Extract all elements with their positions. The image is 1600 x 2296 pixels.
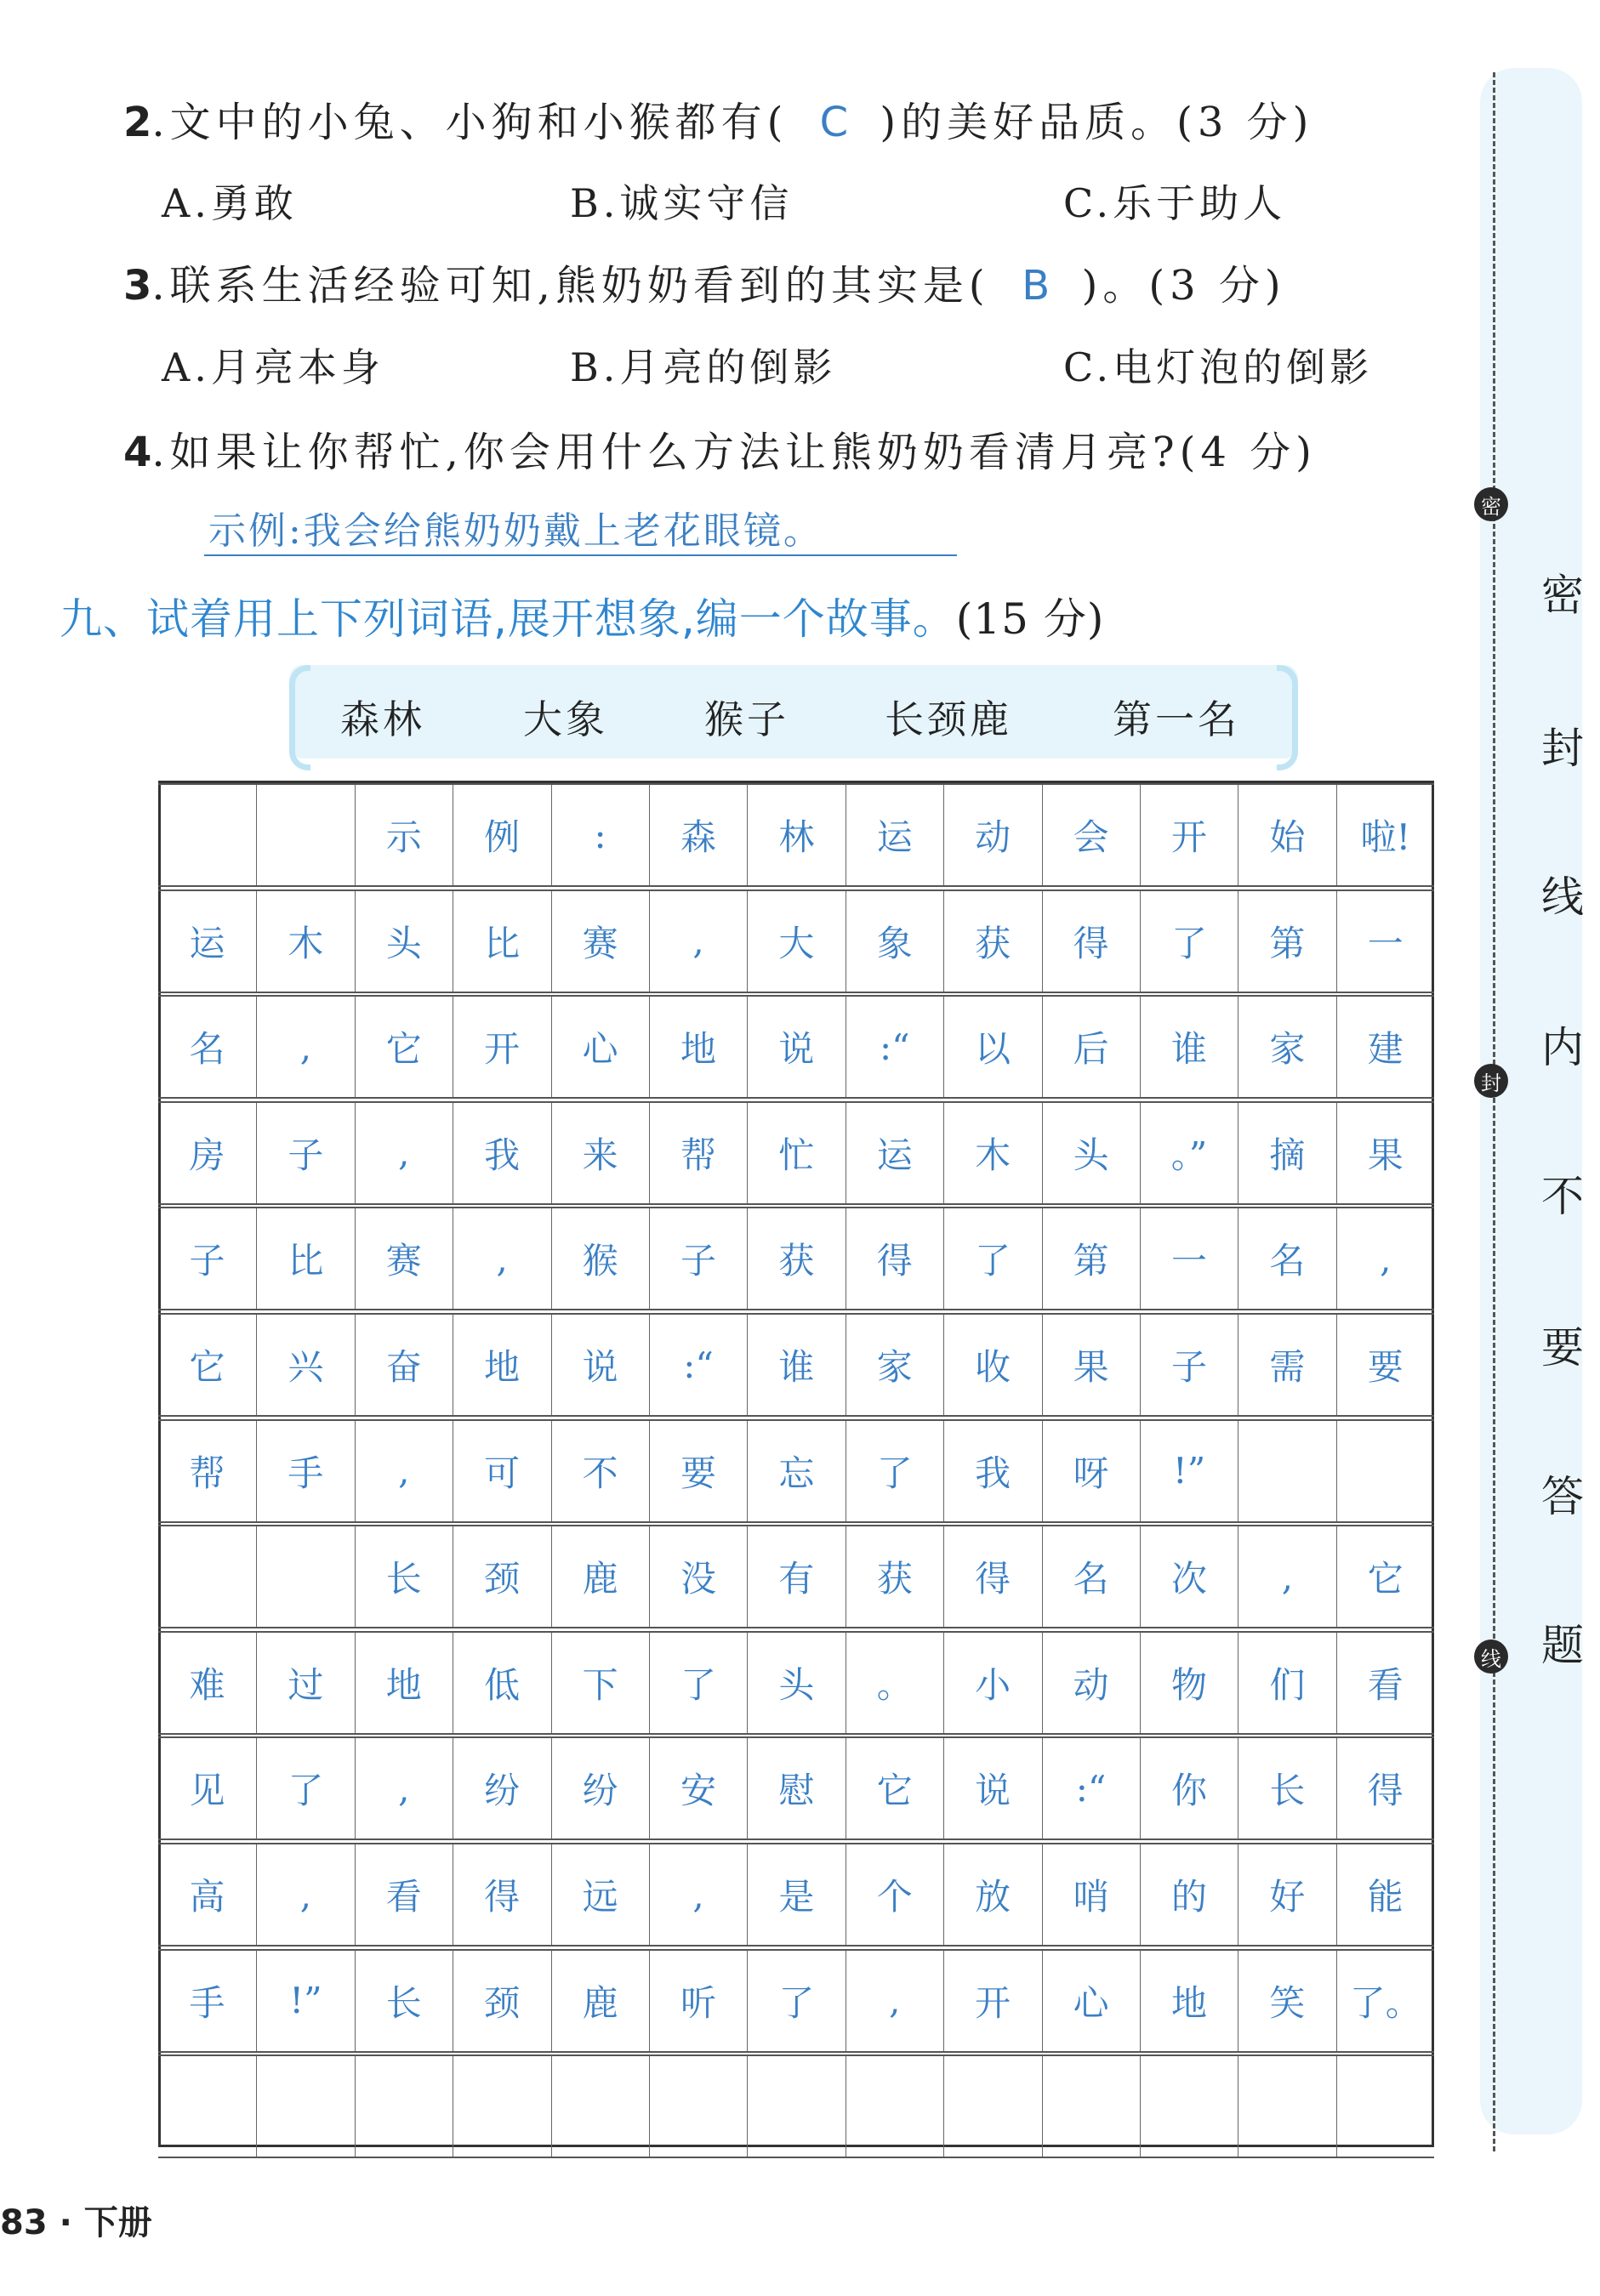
grid-cell: 高 xyxy=(189,1876,225,1918)
grid-cell: 次 xyxy=(1140,1526,1238,1627)
grid-cell: 它 xyxy=(1336,1526,1434,1627)
grid-cell: :“ xyxy=(649,1315,747,1415)
grid-cell: 例 xyxy=(453,785,550,885)
question-4: 4.如果让你帮忙,你会用什么方法让熊奶奶看清月亮?(4 分) xyxy=(123,429,1317,476)
grid-cell: 下 xyxy=(551,1633,649,1733)
grid-cell: 运 xyxy=(846,785,943,885)
grid-cell: 物 xyxy=(1140,1633,1238,1733)
grid-cell xyxy=(1336,2056,1434,2157)
grid-cell: 能 xyxy=(1336,1844,1434,1945)
grid-cell: 它 xyxy=(355,997,453,1097)
grid-cell: 兴 xyxy=(256,1315,354,1415)
grid-cell: 子 xyxy=(256,1103,354,1203)
margin-char: 不 xyxy=(1541,1172,1584,1221)
grid-cell: 鹿 xyxy=(551,1951,649,2051)
option-c: C.电灯泡的倒影 xyxy=(1063,344,1374,390)
grid-cell: 赛 xyxy=(355,1208,453,1309)
grid-cell: , xyxy=(355,1738,453,1839)
grid-cell: 森 xyxy=(649,785,747,885)
option-a: A.勇敢 xyxy=(162,180,298,226)
grid-cell: 的 xyxy=(1140,1844,1238,1945)
grid-cell: 名 xyxy=(1238,1208,1335,1309)
grid-cell: 地 xyxy=(453,1315,550,1415)
word-bank xyxy=(289,665,1298,759)
grid-cell xyxy=(158,1526,256,1627)
grid-cell: 第 xyxy=(1042,1208,1140,1309)
grid-cell: 颈 xyxy=(453,1951,550,2051)
grid-cell: 运 xyxy=(846,1103,943,1203)
grid-cell: 好 xyxy=(1238,1844,1335,1945)
grid-cell: 颈 xyxy=(453,1526,550,1627)
grid-cell: 你 xyxy=(1140,1738,1238,1839)
grid-cell: 了 xyxy=(846,1421,943,1521)
grid-cell xyxy=(1336,1421,1434,1521)
grid-cell: 安 xyxy=(649,1738,747,1839)
grid-cell: 以 xyxy=(943,997,1041,1097)
word-item: 大象 xyxy=(523,696,608,742)
grid-cell: !” xyxy=(256,1951,354,2051)
word-item: 第一名 xyxy=(1113,696,1240,742)
grid-cell: :“ xyxy=(1042,1738,1140,1839)
grid-cell: 家 xyxy=(846,1315,943,1415)
grid-cell: 子 xyxy=(1140,1315,1238,1415)
grid-cell: , xyxy=(355,1103,453,1203)
grid-cell: 名 xyxy=(1042,1526,1140,1627)
grid-cell xyxy=(1042,2056,1140,2157)
grid-cell: 猴 xyxy=(551,1208,649,1309)
grid-cell: 我 xyxy=(943,1421,1041,1521)
grid-cell: 一 xyxy=(1336,891,1434,992)
grid-cell xyxy=(1238,1421,1335,1521)
grid-cell: 长 xyxy=(355,1951,453,2051)
word-item: 猴子 xyxy=(704,696,789,742)
grid-cell: 忘 xyxy=(747,1421,845,1521)
answer-3: B xyxy=(1022,262,1051,310)
grid-cell: 林 xyxy=(747,785,845,885)
grid-cell: 头 xyxy=(355,891,453,992)
grid-cell: 了 xyxy=(747,1951,845,2051)
grid-cell: 要 xyxy=(649,1421,747,1521)
grid-cell: 子 xyxy=(649,1208,747,1309)
grid-cell: 大 xyxy=(747,891,845,992)
grid-cell: 来 xyxy=(551,1103,649,1203)
grid-cell: 可 xyxy=(453,1421,550,1521)
grid-cell: 们 xyxy=(1238,1633,1335,1733)
option-a: A.月亮本身 xyxy=(162,344,384,390)
grid-cell: 建 xyxy=(1336,997,1434,1097)
grid-cell: 我 xyxy=(453,1103,550,1203)
grid-cell: 难 xyxy=(189,1663,225,1706)
grid-cell: 忙 xyxy=(747,1103,845,1203)
grid-cell: 奋 xyxy=(355,1315,453,1415)
grid-cell: 没 xyxy=(649,1526,747,1627)
grid-cell: 示 xyxy=(355,785,453,885)
seal-icon: 线 xyxy=(1474,1640,1508,1674)
grid-cell: 果 xyxy=(1042,1315,1140,1415)
grid-cell: 得 xyxy=(846,1208,943,1309)
grid-cell: 远 xyxy=(551,1844,649,1945)
margin-char: 要 xyxy=(1541,1323,1584,1372)
grid-cell: 长 xyxy=(1238,1738,1335,1839)
grid-cell: 啦! xyxy=(1336,785,1434,885)
grid-cell: 鹿 xyxy=(551,1526,649,1627)
grid-cell: 开 xyxy=(1140,785,1238,885)
grid-cell: 开 xyxy=(453,997,550,1097)
answer-line xyxy=(204,554,957,556)
grid-cell xyxy=(1238,2056,1335,2157)
section-title: 九、试着用上下列词语,展开想象,编一个故事。(15 分) xyxy=(60,594,1105,644)
grid-cell: 低 xyxy=(453,1633,550,1733)
seal-icon: 封 xyxy=(1474,1064,1508,1098)
grid-cell: 果 xyxy=(1336,1103,1434,1203)
grid-cell xyxy=(355,2056,453,2157)
grid-cell: , xyxy=(649,1844,747,1945)
grid-cell: 获 xyxy=(846,1526,943,1627)
grid-cell: 地 xyxy=(649,997,747,1097)
grid-cell: 说 xyxy=(747,997,845,1097)
grid-cell: 听 xyxy=(649,1951,747,2051)
grid-cell xyxy=(649,2056,747,2157)
grid-cell: 得 xyxy=(453,1844,550,1945)
grid-row xyxy=(158,1101,1434,1205)
grid-cell: 始 xyxy=(1238,785,1335,885)
margin-char: 题 xyxy=(1541,1621,1584,1670)
margin-char: 线 xyxy=(1541,872,1584,922)
grid-cell: 呀 xyxy=(1042,1421,1140,1521)
grid-cell: 一 xyxy=(1140,1208,1238,1309)
grid-cell: 了 xyxy=(256,1738,354,1839)
binding-margin xyxy=(1480,68,1582,2134)
option-b: B.月亮的倒影 xyxy=(570,344,837,390)
grid-row xyxy=(158,1525,1434,1628)
grid-cell: 手 xyxy=(256,1421,354,1521)
grid-cell: 赛 xyxy=(551,891,649,992)
word-item: 长颈鹿 xyxy=(885,696,1012,742)
cut-line xyxy=(1493,72,1495,2151)
option-b: B.诚实守信 xyxy=(570,180,794,226)
grid-cell: 笑 xyxy=(1238,1951,1335,2051)
grid-cell: 木 xyxy=(256,891,354,992)
grid-cell: 哨 xyxy=(1042,1844,1140,1945)
grid-cell xyxy=(1140,2056,1238,2157)
grid-cell: 看 xyxy=(355,1844,453,1945)
grid-cell: 帮 xyxy=(189,1452,225,1494)
grid-cell: 家 xyxy=(1238,997,1335,1097)
grid-cell: 比 xyxy=(256,1208,354,1309)
grid-cell: 心 xyxy=(551,997,649,1097)
grid-cell: 得 xyxy=(1042,891,1140,992)
grid-cell: 要 xyxy=(1336,1315,1434,1415)
margin-char: 内 xyxy=(1541,1023,1584,1072)
grid-cell: 放 xyxy=(943,1844,1041,1945)
grid-cell: , xyxy=(1238,1526,1335,1627)
grid-cell: 开 xyxy=(943,1951,1041,2051)
grid-cell: 运 xyxy=(189,922,225,964)
grid-cell: 获 xyxy=(943,891,1041,992)
grid-cell: 了 xyxy=(943,1208,1041,1309)
grid-cell: 象 xyxy=(846,891,943,992)
grid-cell: 头 xyxy=(1042,1103,1140,1203)
grid-cell: 动 xyxy=(1042,1633,1140,1733)
grid-cell xyxy=(453,2056,550,2157)
grid-cell: 纷 xyxy=(551,1738,649,1839)
grid-cell: 比 xyxy=(453,891,550,992)
grid-cell: 它 xyxy=(189,1346,225,1388)
grid-cell: 长 xyxy=(355,1526,453,1627)
grid-cell: 动 xyxy=(943,785,1041,885)
option-c: C.乐于助人 xyxy=(1063,180,1287,226)
grid-cell: 地 xyxy=(355,1633,453,1733)
grid-cell: , xyxy=(256,1844,354,1945)
seal-icon: 密 xyxy=(1474,487,1508,521)
answer-4: 示例:我会给熊奶奶戴上老花眼镜。 xyxy=(208,509,823,553)
question-2: 2.文中的小兔、小狗和小猴都有( C )的美好品质。(3 分) xyxy=(123,99,1314,146)
grid-cell: 说 xyxy=(551,1315,649,1415)
grid-cell: 心 xyxy=(1042,1951,1140,2051)
grid-cell: 慰 xyxy=(747,1738,845,1839)
grid-cell xyxy=(158,785,256,885)
grid-cell: 是 xyxy=(747,1844,845,1945)
grid-cell xyxy=(256,785,354,885)
page-number: 83 · 下册 xyxy=(0,2203,152,2242)
grid-cell xyxy=(846,2056,943,2157)
grid-cell: 纷 xyxy=(453,1738,550,1839)
grid-cell: 小 xyxy=(943,1633,1041,1733)
grid-cell: 后 xyxy=(1042,997,1140,1097)
grid-cell: 木 xyxy=(943,1103,1041,1203)
grid-cell: , xyxy=(649,891,747,992)
answer-2: C xyxy=(819,99,849,146)
grid-cell: 不 xyxy=(551,1421,649,1521)
grid-row xyxy=(158,783,1434,887)
grid-cell: 获 xyxy=(747,1208,845,1309)
grid-cell: 名 xyxy=(189,1028,225,1071)
grid-row xyxy=(158,995,1434,1099)
grid-cell: 手 xyxy=(189,1981,225,2024)
grid-cell: 会 xyxy=(1042,785,1140,885)
margin-char: 封 xyxy=(1541,724,1584,773)
grid-cell: 了 xyxy=(649,1633,747,1733)
grid-row xyxy=(158,2054,1434,2158)
grid-cell: 过 xyxy=(256,1633,354,1733)
grid-cell: : xyxy=(551,785,649,885)
grid-cell: !” xyxy=(1140,1421,1238,1521)
grid-cell: 子 xyxy=(189,1240,225,1282)
grid-cell: 地 xyxy=(1140,1951,1238,2051)
grid-cell: 说 xyxy=(943,1738,1041,1839)
grid-cell: 帮 xyxy=(649,1103,747,1203)
margin-char: 答 xyxy=(1541,1472,1584,1521)
grid-cell: 它 xyxy=(846,1738,943,1839)
grid-cell: 得 xyxy=(943,1526,1041,1627)
grid-cell: 了。 xyxy=(1336,1951,1434,2051)
grid-cell: 。 xyxy=(846,1633,943,1733)
grid-row xyxy=(158,1843,1434,1946)
grid-cell: , xyxy=(846,1951,943,2051)
grid-row xyxy=(158,1736,1434,1840)
grid-cell: 见 xyxy=(189,1770,225,1812)
grid-cell: 看 xyxy=(1336,1633,1434,1733)
grid-cell: 第 xyxy=(1238,891,1335,992)
grid-cell xyxy=(256,2056,354,2157)
question-3: 3.联系生活经验可知,熊奶奶看到的其实是( B )。(3 分) xyxy=(123,262,1286,310)
grid-cell: :“ xyxy=(846,997,943,1097)
grid-cell: 收 xyxy=(943,1315,1041,1415)
grid-cell xyxy=(943,2056,1041,2157)
grid-cell: , xyxy=(453,1208,550,1309)
grid-row xyxy=(158,1207,1434,1310)
writing-grid xyxy=(158,781,1434,2147)
grid-cell: , xyxy=(1336,1208,1434,1309)
grid-cell: 需 xyxy=(1238,1315,1335,1415)
grid-row xyxy=(158,1419,1434,1523)
grid-cell: , xyxy=(355,1421,453,1521)
grid-cell xyxy=(256,1526,354,1627)
grid-cell: , xyxy=(256,997,354,1097)
grid-cell xyxy=(747,2056,845,2157)
grid-row xyxy=(158,1949,1434,2053)
grid-cell: 谁 xyxy=(747,1315,845,1415)
grid-cell: 个 xyxy=(846,1844,943,1945)
grid-cell: 了 xyxy=(1140,891,1238,992)
grid-row xyxy=(158,1631,1434,1735)
grid-cell: 房 xyxy=(189,1134,225,1176)
grid-cell xyxy=(158,2056,256,2157)
word-item: 森林 xyxy=(340,696,425,742)
grid-cell xyxy=(551,2056,649,2157)
grid-cell: 谁 xyxy=(1140,997,1238,1097)
margin-char: 密 xyxy=(1541,571,1584,620)
grid-cell: 有 xyxy=(747,1526,845,1627)
grid-row xyxy=(158,1313,1434,1417)
grid-cell: 头 xyxy=(747,1633,845,1733)
grid-cell: 。” xyxy=(1140,1103,1238,1203)
grid-row xyxy=(158,889,1434,993)
grid-cell: 得 xyxy=(1336,1738,1434,1839)
grid-cell: 摘 xyxy=(1238,1103,1335,1203)
